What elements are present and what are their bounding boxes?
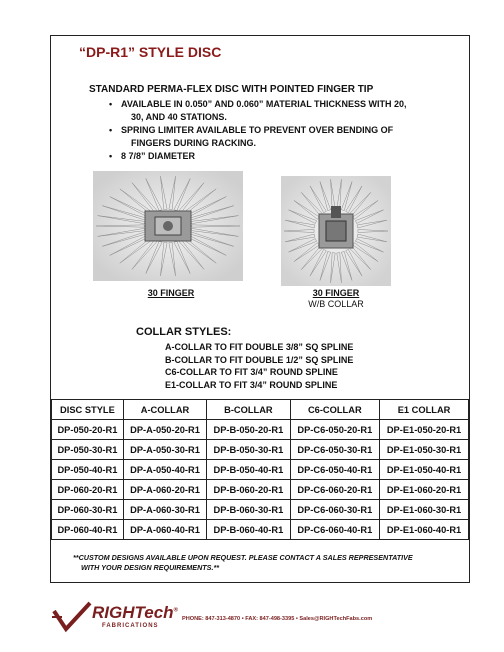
table-cell: DP-C6-060-20-R1	[290, 480, 379, 500]
table-row	[52, 520, 469, 540]
table-cell: DP-B-060-30-R1	[207, 500, 290, 520]
table-cell: DP-050-40-R1	[52, 460, 124, 480]
collar-style-item: E1-COLLAR TO FIT 3/4” ROUND SPLINE	[165, 379, 338, 390]
table-cell: DP-060-30-R1	[52, 500, 124, 520]
logo-subtitle: FABRICATIONS	[102, 623, 159, 629]
feature-line-cont: 30, AND 40 STATIONS.	[131, 112, 227, 122]
table-cell: DP-050-30-R1	[52, 440, 124, 460]
column-header: A-COLLAR	[123, 400, 206, 420]
custom-design-note	[73, 553, 413, 573]
logo-name: RIGHTech®	[92, 603, 178, 622]
table-cell: DP-E1-060-40-R1	[380, 520, 469, 540]
image-caption: 30 FINGER	[312, 288, 360, 298]
table-cell: DP-A-050-20-R1	[123, 420, 206, 440]
table-cell: DP-050-20-R1	[52, 420, 124, 440]
collar-styles-list	[165, 341, 353, 391]
feature-line: 8 7/8” DIAMETER	[121, 151, 196, 161]
company-logo	[52, 601, 184, 633]
table-cell: DP-C6-060-30-R1	[290, 500, 379, 520]
table-row	[52, 440, 469, 460]
feature-line: AVAILABLE IN 0.050” AND 0.060” MATERIAL THICKNESS WITH 20,	[121, 99, 407, 109]
feature-item	[109, 98, 407, 124]
table-cell: DP-A-060-40-R1	[123, 520, 206, 540]
column-header: C6-COLLAR	[290, 400, 379, 420]
table-cell: DP-C6-050-20-R1	[290, 420, 379, 440]
table-cell: DP-B-050-40-R1	[207, 460, 290, 480]
table-cell: DP-E1-060-20-R1	[380, 480, 469, 500]
table-cell: DP-E1-050-20-R1	[380, 420, 469, 440]
table-cell: DP-B-050-20-R1	[207, 420, 290, 440]
table-cell: DP-060-40-R1	[52, 520, 124, 540]
spec-sheet	[50, 35, 470, 583]
table-cell: DP-B-050-30-R1	[207, 440, 290, 460]
note-line: WITH YOUR DESIGN REQUIREMENTS.**	[81, 563, 220, 572]
image-subcaption: W/B COLLAR	[308, 299, 364, 309]
table-cell: DP-A-060-30-R1	[123, 500, 206, 520]
table-header-row	[52, 400, 469, 420]
table-row	[52, 420, 469, 440]
logo-mark-icon	[52, 601, 92, 633]
column-header: E1 COLLAR	[380, 400, 469, 420]
table-cell: DP-060-20-R1	[52, 480, 124, 500]
table-cell: DP-A-050-30-R1	[123, 440, 206, 460]
feature-line-cont: FINGERS DURING RACKING.	[131, 138, 257, 148]
table-row	[52, 460, 469, 480]
feature-item	[109, 124, 407, 150]
table-row	[52, 500, 469, 520]
table-cell: DP-B-060-20-R1	[207, 480, 290, 500]
image-caption: 30 FINGER	[147, 288, 195, 298]
contact-info: PHONE: 847-313-4870 • FAX: 847-498-3395 • Sales@RIGHTechFabs.com	[182, 616, 373, 622]
collar-styles-title: COLLAR STYLES:	[136, 326, 232, 338]
column-header: B-COLLAR	[207, 400, 290, 420]
note-line: **CUSTOM DESIGNS AVAILABLE UPON REQUEST. PLEASE CONTACT A SALES REPRESENTATIVE	[73, 553, 413, 562]
table-cell: DP-C6-050-40-R1	[290, 460, 379, 480]
page-title: “DP-R1” STYLE DISC	[79, 44, 222, 60]
collar-style-item: B-COLLAR TO FIT DOUBLE 1/2” SQ SPLINE	[165, 354, 354, 365]
disc-photo-30-finger	[93, 171, 243, 281]
product-heading: STANDARD PERMA-FLEX DISC WITH POINTED FINGER TIP	[89, 84, 374, 95]
table-cell: DP-B-060-40-R1	[207, 520, 290, 540]
table-cell: DP-A-050-40-R1	[123, 460, 206, 480]
collar-style-item: A-COLLAR TO FIT DOUBLE 3/8” SQ SPLINE	[165, 342, 354, 352]
feature-item	[109, 150, 407, 163]
part-number-table	[51, 399, 469, 540]
table-row	[52, 480, 469, 500]
table-cell: DP-E1-060-30-R1	[380, 500, 469, 520]
table-cell: DP-A-060-20-R1	[123, 480, 206, 500]
feature-line: SPRING LIMITER AVAILABLE TO PREVENT OVER BENDING OF	[121, 125, 394, 135]
footer	[50, 595, 470, 635]
table-cell: DP-E1-050-30-R1	[380, 440, 469, 460]
table-cell: DP-C6-060-40-R1	[290, 520, 379, 540]
table-cell: DP-E1-050-40-R1	[380, 460, 469, 480]
table-cell: DP-C6-050-30-R1	[290, 440, 379, 460]
column-header: DISC STYLE	[52, 400, 124, 420]
disc-photo-30-finger-b-collar	[281, 176, 391, 286]
collar-style-item: C6-COLLAR TO FIT 3/4” ROUND SPLINE	[165, 367, 338, 377]
feature-list	[109, 98, 407, 163]
